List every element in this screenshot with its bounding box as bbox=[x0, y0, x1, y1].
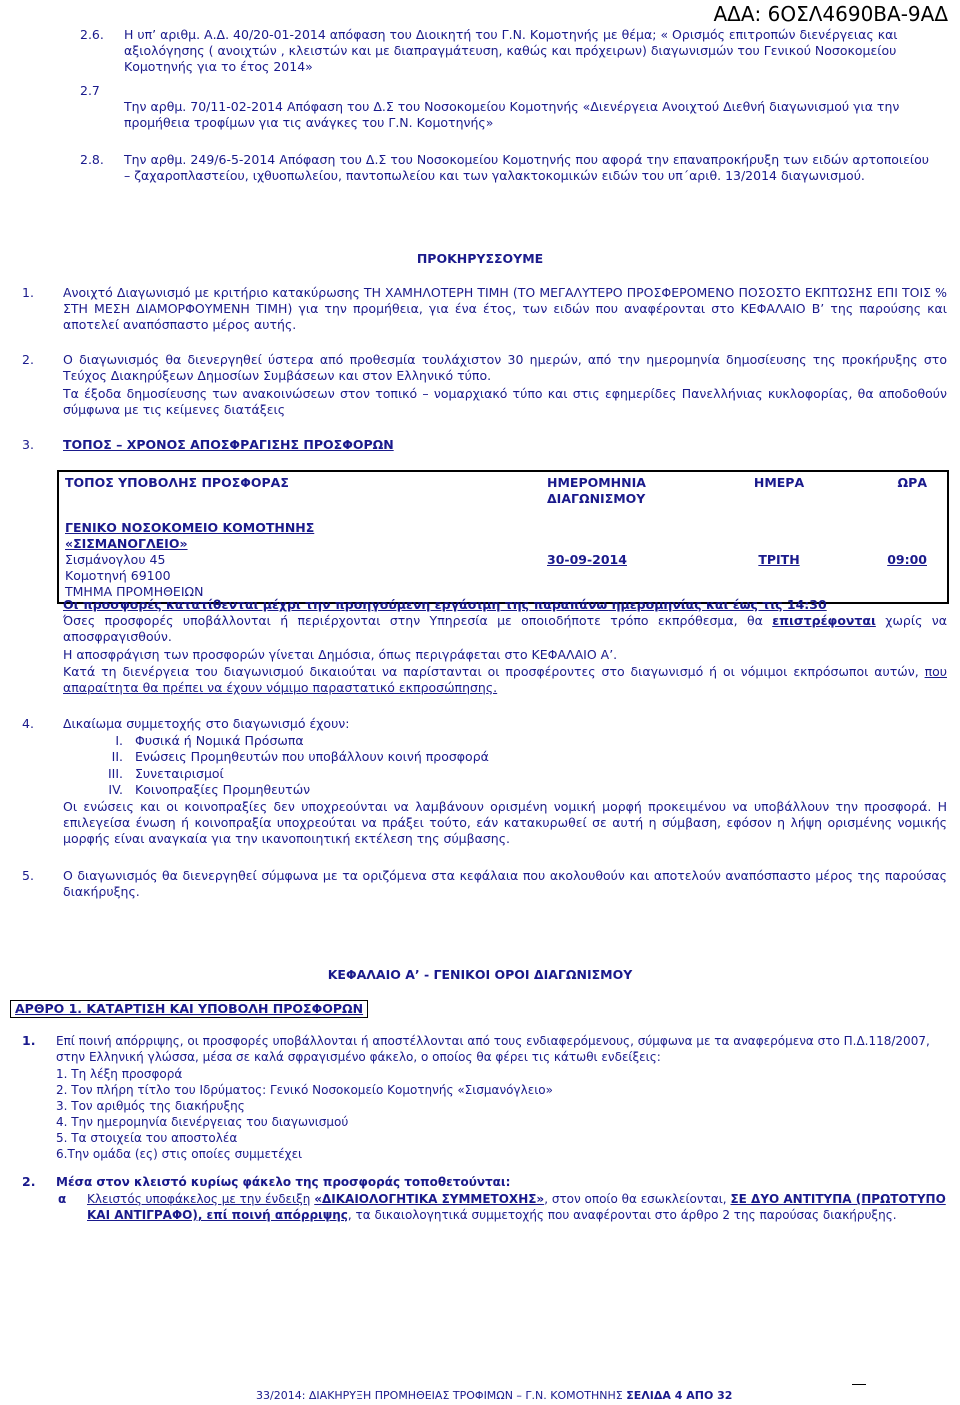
envelope-label: 6.Την ομάδα (ες) στις οποίες συμμετέχει bbox=[56, 1147, 303, 1161]
article-2-sub: Κλειστός υποφάκελος με την ένδειξη «ΔΙΚΑΙΟΛΟΓΗΤΙΚΑ ΣΥΜΜΕΤΟΧΗΣ», στον οποίο θα εσωκλείονται, ΣΕ ΔΥΟ ΑΝΤΙΤΥΠΑ (ΠΡΩΤΟΤΥΠΟ ΚΑΙ ΑΝΤΙΓΡΑΦΟ), επί ποινή απόρριψης, τα δικαιολογητικά συμμετοχής που αναφέρονται στο άρθρο 2 της παρούσας διακήρυξης. bbox=[87, 1192, 946, 1222]
deadline-text: Οι προσφορές κατατίθενται μέχρι την προηγούμενη εργάσιμη της παραπάνω ημερομηνίας και έως τις 14:30 bbox=[63, 597, 827, 612]
roman-num: III. bbox=[107, 766, 123, 781]
item-num: 2.8. bbox=[80, 152, 104, 167]
item-num: 2.6. bbox=[80, 27, 104, 42]
footer-page: ΣΕΛΙΔΑ 4 ΑΠΟ 32 bbox=[626, 1389, 733, 1402]
chapter-title: ΚΕΦΑΛΑΙΟ Α’ - ΓΕΝΙΚΟΙ ΟΡΟΙ ΔΙΑΓΩΝΙΣΜΟΥ bbox=[327, 967, 633, 982]
hospital-name: ΓΕΝΙΚΟ ΝΟΣΟΚΟΜΕΙΟ ΚΟΜΟΤΗΝΗΣ bbox=[65, 520, 315, 535]
sub-letter: α bbox=[58, 1192, 67, 1206]
roman-num: IV. bbox=[108, 782, 123, 797]
tender-day: ΤΡΙΤΗ bbox=[758, 552, 800, 567]
item-text: Η υπ’ αριθμ. Α.Δ. 40/20-01-2014 απόφαση του Διοικητή του Γ.Ν. Κομοτηνής με θέμα; « Ορισμός επιτροπών διενέργειας και αξιολόγησης ( ανοιχτών , κλειστών και με διαπραγμάτευση, καθώς και πρόχειρων) διαγωνισμών του Γενικού Νοσοκομείου Κομοτηνής για το έτος 2014» bbox=[124, 27, 898, 74]
opening-table bbox=[57, 470, 949, 604]
tender-time: 09:00 bbox=[887, 552, 927, 567]
envelope-label: 1. Τη λέξη προσφορά bbox=[56, 1067, 183, 1081]
table-header: ΤΟΠΟΣ ΥΠΟΒΟΛΗΣ ΠΡΟΣΦΟΡΑΣ bbox=[65, 475, 289, 490]
proclaim-heading: ΠΡΟΚΗΡΥΣΣΟΥΜΕ bbox=[416, 251, 544, 266]
para-num: 5. bbox=[22, 868, 34, 883]
roman-num: I. bbox=[115, 733, 123, 748]
para-3-title: ΤΟΠΟΣ – ΧΡΟΝΟΣ ΑΠΟΣΦΡΑΓΙΣΗΣ ΠΡΟΣΦΟΡΩΝ bbox=[63, 437, 394, 452]
ada-code: ΑΔΑ: 6ΟΣΛ4690ΒΑ-9ΑΔ bbox=[713, 2, 948, 26]
table-header: ΗΜΕΡΟΜΗΝΙΑ ΔΙΑΓΩΝΙΣΜΟΥ bbox=[547, 475, 646, 506]
para-2-text: Ο διαγωνισμός θα διενεργηθεί ύστερα από προθεσμία τουλάχιστον 30 ημερών, από την ημερομηνία δημοσίευσης της προκήρυξης στο Τεύχος Διακηρύξεων Δημοσίων Συμβάσεων και στον Ελληνικό τύπο. bbox=[63, 352, 947, 383]
para-1-text: Ανοιχτό Διαγωνισμό με κριτήριο κατακύρωσης ΤΗ ΧΑΜΗΛΟΤΕΡΗ ΤΙΜΗ (ΤΟ ΜΕΓΑΛΥΤΕΡΟ ΠΡΟΣΦΕΡΟΜΕΝΟ ΠΟΣΟΣΤΟ ΕΚΠΤΩΣΗΣ ΕΠΙ ΤΟΙΣ % ΣΤΗ ΜΕΣΗ ΔΙΑΜΟΡΦΟΥΜΕΝΗ ΤΙΜΗ) για την προμήθεια, για ένα έτος, των ειδών που αναφέρονται στο ΚΕΦΑΛΑΙΟ Β’ της παρούσης και αποτελεί αναπόσπαστο μέρος αυτής. bbox=[63, 285, 947, 332]
article-title: ΑΡΘΡΟ 1. ΚΑΤΑΡΤΙΣΗ ΚΑΙ ΥΠΟΒΟΛΗ ΠΡΟΣΦΟΡΩΝ bbox=[10, 1000, 368, 1018]
list-item: Συνεταιρισμοί bbox=[135, 766, 224, 781]
item-num: 2.7 bbox=[80, 83, 100, 98]
para-5-text: Ο διαγωνισμός θα διενεργηθεί σύμφωνα με τα οριζόμενα στα κεφάλαια που ακολουθούν και αποτελούν αναπόσπαστο μέρος της παρούσας διακήρυξης. bbox=[63, 868, 947, 899]
roman-num: II. bbox=[111, 749, 123, 764]
para-num: 1. bbox=[22, 1033, 36, 1048]
para-num: 4. bbox=[22, 716, 34, 731]
hospital-alias: «ΣΙΣΜΑΝΟΓΛΕΙΟ» bbox=[65, 536, 188, 551]
late-text: Όσες προσφορές υποβάλλονται ή περιέρχονται στην Υπηρεσία με οποιοδήποτε τρόπο εκπρόθεσμα, θα επιστρέφονται χωρίς να αποσφραγισθούν. bbox=[63, 613, 947, 644]
list-item: Φυσικά ή Νομικά Πρόσωπα bbox=[135, 733, 304, 748]
envelope-label: 2. Τον πλήρη τίτλο του Ιδρύματος: Γενικό Νοσοκομείο Κομοτηνής «Σισμανόγλειο» bbox=[56, 1083, 553, 1097]
address-line: Κομοτηνή 69100 bbox=[65, 568, 171, 583]
address-line: ΤΜΗΜΑ ΠΡΟΜΗΘΕΙΩΝ bbox=[65, 584, 204, 599]
list-item: Ενώσεις Προμηθευτών που υποβάλλουν κοινή προσφορά bbox=[135, 749, 489, 764]
envelope-label: 3. Τον αριθμός της διακήρυξης bbox=[56, 1099, 245, 1113]
attend-text: Κατά τη διενέργεια του διαγωνισμού δικαιούται να παρίστανται οι προσφέροντες στο διαγωνισμό ή οι νόμιμοι εκπρόσωποι αυτών, που απαραίτητα θα πρέπει να έχουν νόμιμο παραστατικό εκπροσώπησης. bbox=[63, 664, 947, 695]
para-num: 3. bbox=[22, 437, 34, 452]
para-4-title: Δικαίωμα συμμετοχής στο διαγωνισμό έχουν: bbox=[63, 716, 350, 731]
para-2-text-b: Τα έξοδα δημοσίευσης των ανακοινώσεων στον τοπικό – νομαρχιακό τύπο και στις εφημερίδες Πανελλήνιας κυκλοφορίας, θα αποδοθούν σύμφωνα με τις κείμενες διατάξεις bbox=[63, 386, 947, 417]
item-text: Την αρθμ. 249/6-5-2014 Απόφαση του Δ.Σ του Νοσοκομείου Κομοτηνής που αφορά την επαναπροκήρυξη των ειδών αρτοποιείου – ζαχαροπλαστείου, ιχθυοπωλείου, παντοπωλείου και των γαλακτοκομικών ειδών του υπ΄αριθ. 13/2014 διαγωνισμού. bbox=[124, 152, 929, 183]
para-4-note: Οι ενώσεις και οι κοινοπραξίες δεν υποχρεούνται να λαμβάνουν ορισμένη νομική μορφή προκειμένου να υποβάλλουν την προσφορά. Η επιλεγείσα ένωση ή κοινοπραξία υποχρεούται να πράξει τούτο, εάν κατακυρωθεί σε αυτή η σύμβαση, εφόσον η λήψη ορισμένης νομικής μορφής είναι αναγκαία για την ικανοποιητική εκτέλεση της σύμβασης. bbox=[63, 799, 947, 846]
para-num: 2. bbox=[22, 352, 34, 367]
article-2-title: Μέσα στον κλειστό κυρίως φάκελο της προσφοράς τοποθετούνται: bbox=[56, 1175, 511, 1189]
item-text: Την αρθμ. 70/11-02-2014 Απόφαση του Δ.Σ του Νοσοκομείου Κομοτηνής «Διενέργεια Ανοιχτού Διεθνή διαγωνισμού για την προμήθεια τροφίμων για τις ανάγκες του Γ.Ν. Κομοτηνής» bbox=[124, 99, 900, 130]
list-item: Κοινοπραξίες Προμηθευτών bbox=[135, 782, 311, 797]
footer-doc-title: 33/2014: ΔΙΑΚΗΡΥΞΗ ΠΡΟΜΗΘΕΙΑΣ ΤΡΟΦΙΜΩΝ – Γ.Ν. ΚΟΜΟΤΗΝΗΣ bbox=[256, 1389, 623, 1402]
tender-date: 30-09-2014 bbox=[547, 552, 627, 567]
envelope-label: 4. Την ημερομηνία διενέργειας του διαγωνισμού bbox=[56, 1115, 349, 1129]
para-num: 2. bbox=[22, 1174, 36, 1189]
table-header: ΗΜΕΡΑ bbox=[753, 475, 805, 490]
footer bbox=[256, 1388, 732, 1404]
footer-dash bbox=[852, 1384, 866, 1385]
para-num: 1. bbox=[22, 285, 34, 300]
envelope-label: 5. Τα στοιχεία του αποστολέα bbox=[56, 1131, 238, 1145]
article-1-text: Επί ποινή απόρριψης, οι προσφορές υποβάλλονται ή αποστέλλονται από τους ενδιαφερόμενους, σύμφωνα με τα αναφερόμενα στο Π.Δ.118/2007, στην Ελληνική γλώσσα, μέσα σε καλά σφραγισμένο φάκελο, ο οποίος θα φέρει τις κάτωθι ενδείξεις: bbox=[56, 1034, 930, 1064]
public-open-text: Η αποσφράγιση των προσφορών γίνεται Δημόσια, όπως περιγράφεται στο ΚΕΦΑΛΑΙΟ Α’. bbox=[63, 647, 618, 662]
table-header: ΩΡΑ bbox=[897, 475, 927, 490]
address-line: Σισμάνογλου 45 bbox=[65, 552, 166, 567]
